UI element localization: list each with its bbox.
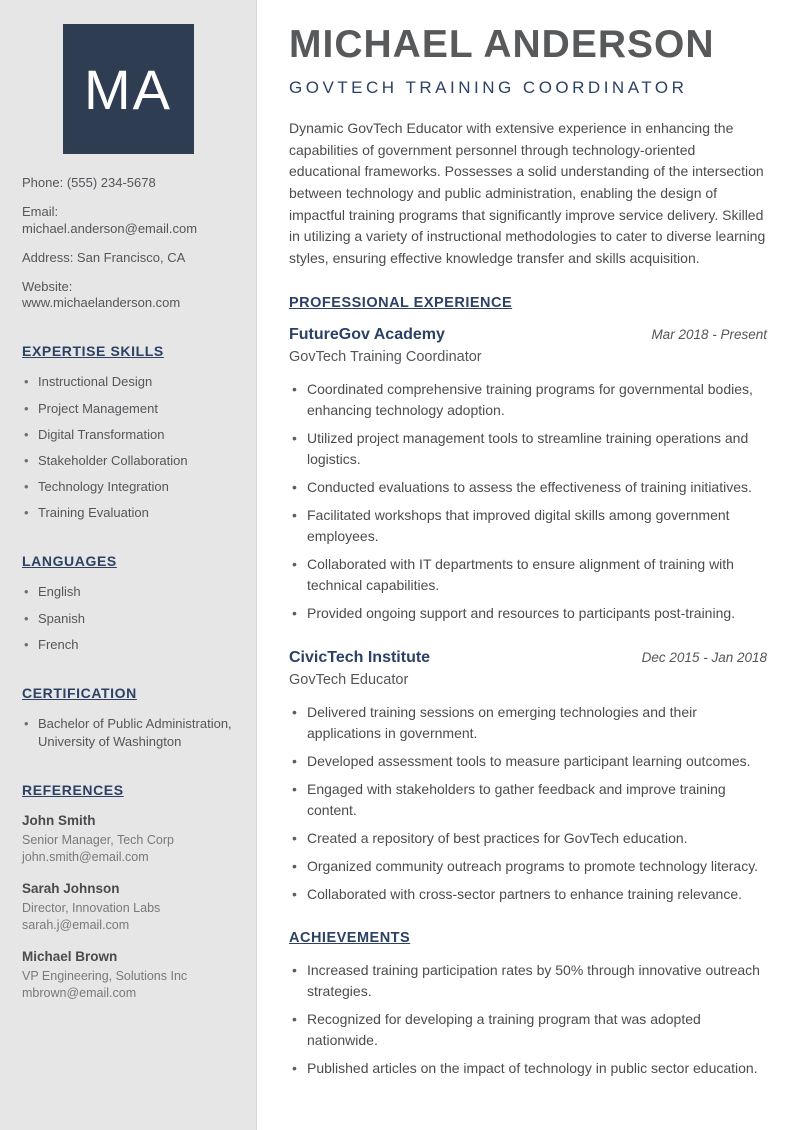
skills-list: [22, 373, 234, 522]
languages-list: [22, 583, 234, 654]
page-title: MICHAEL ANDERSON: [289, 23, 715, 66]
reference-email: john.smith@email.com: [22, 850, 149, 865]
sidebar: [0, 0, 257, 1130]
job-header: [289, 649, 767, 667]
contact-address: Address: San Francisco, CA: [22, 249, 186, 265]
reference-entry: [22, 813, 234, 866]
job-dates: Dec 2015 - Jan 2018: [641, 649, 767, 665]
list-item: • Increased training participation rates by 50% through innovative outreach strategies.: [289, 960, 767, 1002]
list-item: • Created a repository of best practices for GovTech education.: [289, 828, 767, 849]
certification-section-title: CERTIFICATION: [22, 685, 137, 702]
list-item: • Coordinated comprehensive training programs for governmental bodies, enhancing technology adoption.: [289, 379, 767, 421]
reference-role: Director, Innovation Labs: [22, 901, 161, 916]
experience-section-title: PROFESSIONAL EXPERIENCE: [289, 294, 513, 311]
job-role: GovTech Educator: [289, 671, 409, 688]
reference-role: Senior Manager, Tech Corp: [22, 833, 174, 848]
reference-email: sarah.j@email.com: [22, 918, 130, 933]
list-item: • Conducted evaluations to assess the effectiveness of training initiatives.: [289, 477, 767, 498]
list-item: • Collaborated with IT departments to ensure alignment of training with technical capabilities.: [289, 554, 767, 596]
references-section-title: REFERENCES: [22, 782, 124, 799]
reference-role: VP Engineering, Solutions Inc: [22, 968, 188, 983]
achievements-section-title: ACHIEVEMENTS: [289, 929, 411, 946]
resume-main: [257, 0, 800, 1079]
list-item: • Developed assessment tools to measure participant learning outcomes.: [289, 751, 767, 772]
reference-name: Sarah Johnson: [22, 881, 120, 897]
list-item: • Spanish: [22, 610, 234, 628]
certification-list: [22, 715, 234, 751]
job-entry: [289, 649, 767, 905]
reference-email: mbrown@email.com: [22, 985, 137, 1000]
contact-email: Email: michael.anderson@email.com: [22, 203, 198, 236]
monogram-initials: MA: [84, 57, 172, 121]
reference-name: Michael Brown: [22, 948, 118, 964]
job-entry: [289, 326, 767, 624]
job-bullet-list: [289, 702, 767, 905]
job-headline: GOVTECH TRAINING COORDINATOR: [289, 78, 688, 97]
list-item: • Stakeholder Collaboration: [22, 452, 234, 470]
list-item: • Published articles on the impact of technology in public sector education.: [289, 1058, 767, 1079]
list-item: • Organized community outreach programs to promote technology literacy.: [289, 856, 767, 877]
job-bullet-list: [289, 379, 767, 624]
job-role: GovTech Training Coordinator: [289, 348, 482, 365]
list-item: • Instructional Design: [22, 373, 234, 391]
list-item: • Bachelor of Public Administration, University of Washington: [22, 715, 234, 751]
contact-info: [22, 175, 234, 312]
skills-section-title: EXPERTISE SKILLS: [22, 343, 164, 360]
list-item: • English: [22, 583, 234, 601]
job-dates: Mar 2018 - Present: [651, 326, 767, 342]
job-header: [289, 326, 767, 344]
contact-phone: Phone: (555) 234-5678: [22, 175, 156, 190]
contact-website: Website: www.michaelanderson.com: [22, 278, 181, 311]
list-item: • Training Evaluation: [22, 504, 234, 522]
list-item: • Project Management: [22, 400, 234, 418]
company-name: CivicTech Institute: [289, 648, 431, 666]
reference-entry: [22, 949, 234, 1002]
reference-entry: [22, 881, 234, 934]
monogram-badge: [63, 24, 194, 154]
languages-section-title: LANGUAGES: [22, 553, 117, 570]
company-name: FutureGov Academy: [289, 325, 445, 343]
reference-name: John Smith: [22, 813, 96, 829]
list-item: • Provided ongoing support and resources to participants post-training.: [289, 603, 767, 624]
list-item: • Technology Integration: [22, 478, 234, 496]
list-item: • Delivered training sessions on emerging technologies and their applications in government.: [289, 702, 767, 744]
list-item: • Facilitated workshops that improved digital skills among government employees.: [289, 505, 767, 547]
list-item: • Collaborated with cross-sector partners to enhance training relevance.: [289, 884, 767, 905]
list-item: • French: [22, 636, 234, 654]
list-item: • Recognized for developing a training program that was adopted nationwide.: [289, 1009, 767, 1051]
list-item: • Utilized project management tools to streamline training operations and logistics.: [289, 428, 767, 470]
achievements-section: [289, 930, 767, 1079]
list-item: • Engaged with stakeholders to gather feedback and improve training content.: [289, 779, 767, 821]
list-item: • Digital Transformation: [22, 426, 234, 444]
summary-paragraph: Dynamic GovTech Educator with extensive experience in enhancing the capabilities of government personnel through technology-oriented educational frameworks. Possesses a solid understanding of the intersection between technology and public administration, enabling the design of impactful training programs that significantly improve service delivery. Skilled in utilizing a variety of instructional methodologies to cater to diverse learning styles, ensuring effective knowledge transfer and skills acquisition.: [289, 120, 766, 267]
achievements-list: [289, 960, 767, 1079]
